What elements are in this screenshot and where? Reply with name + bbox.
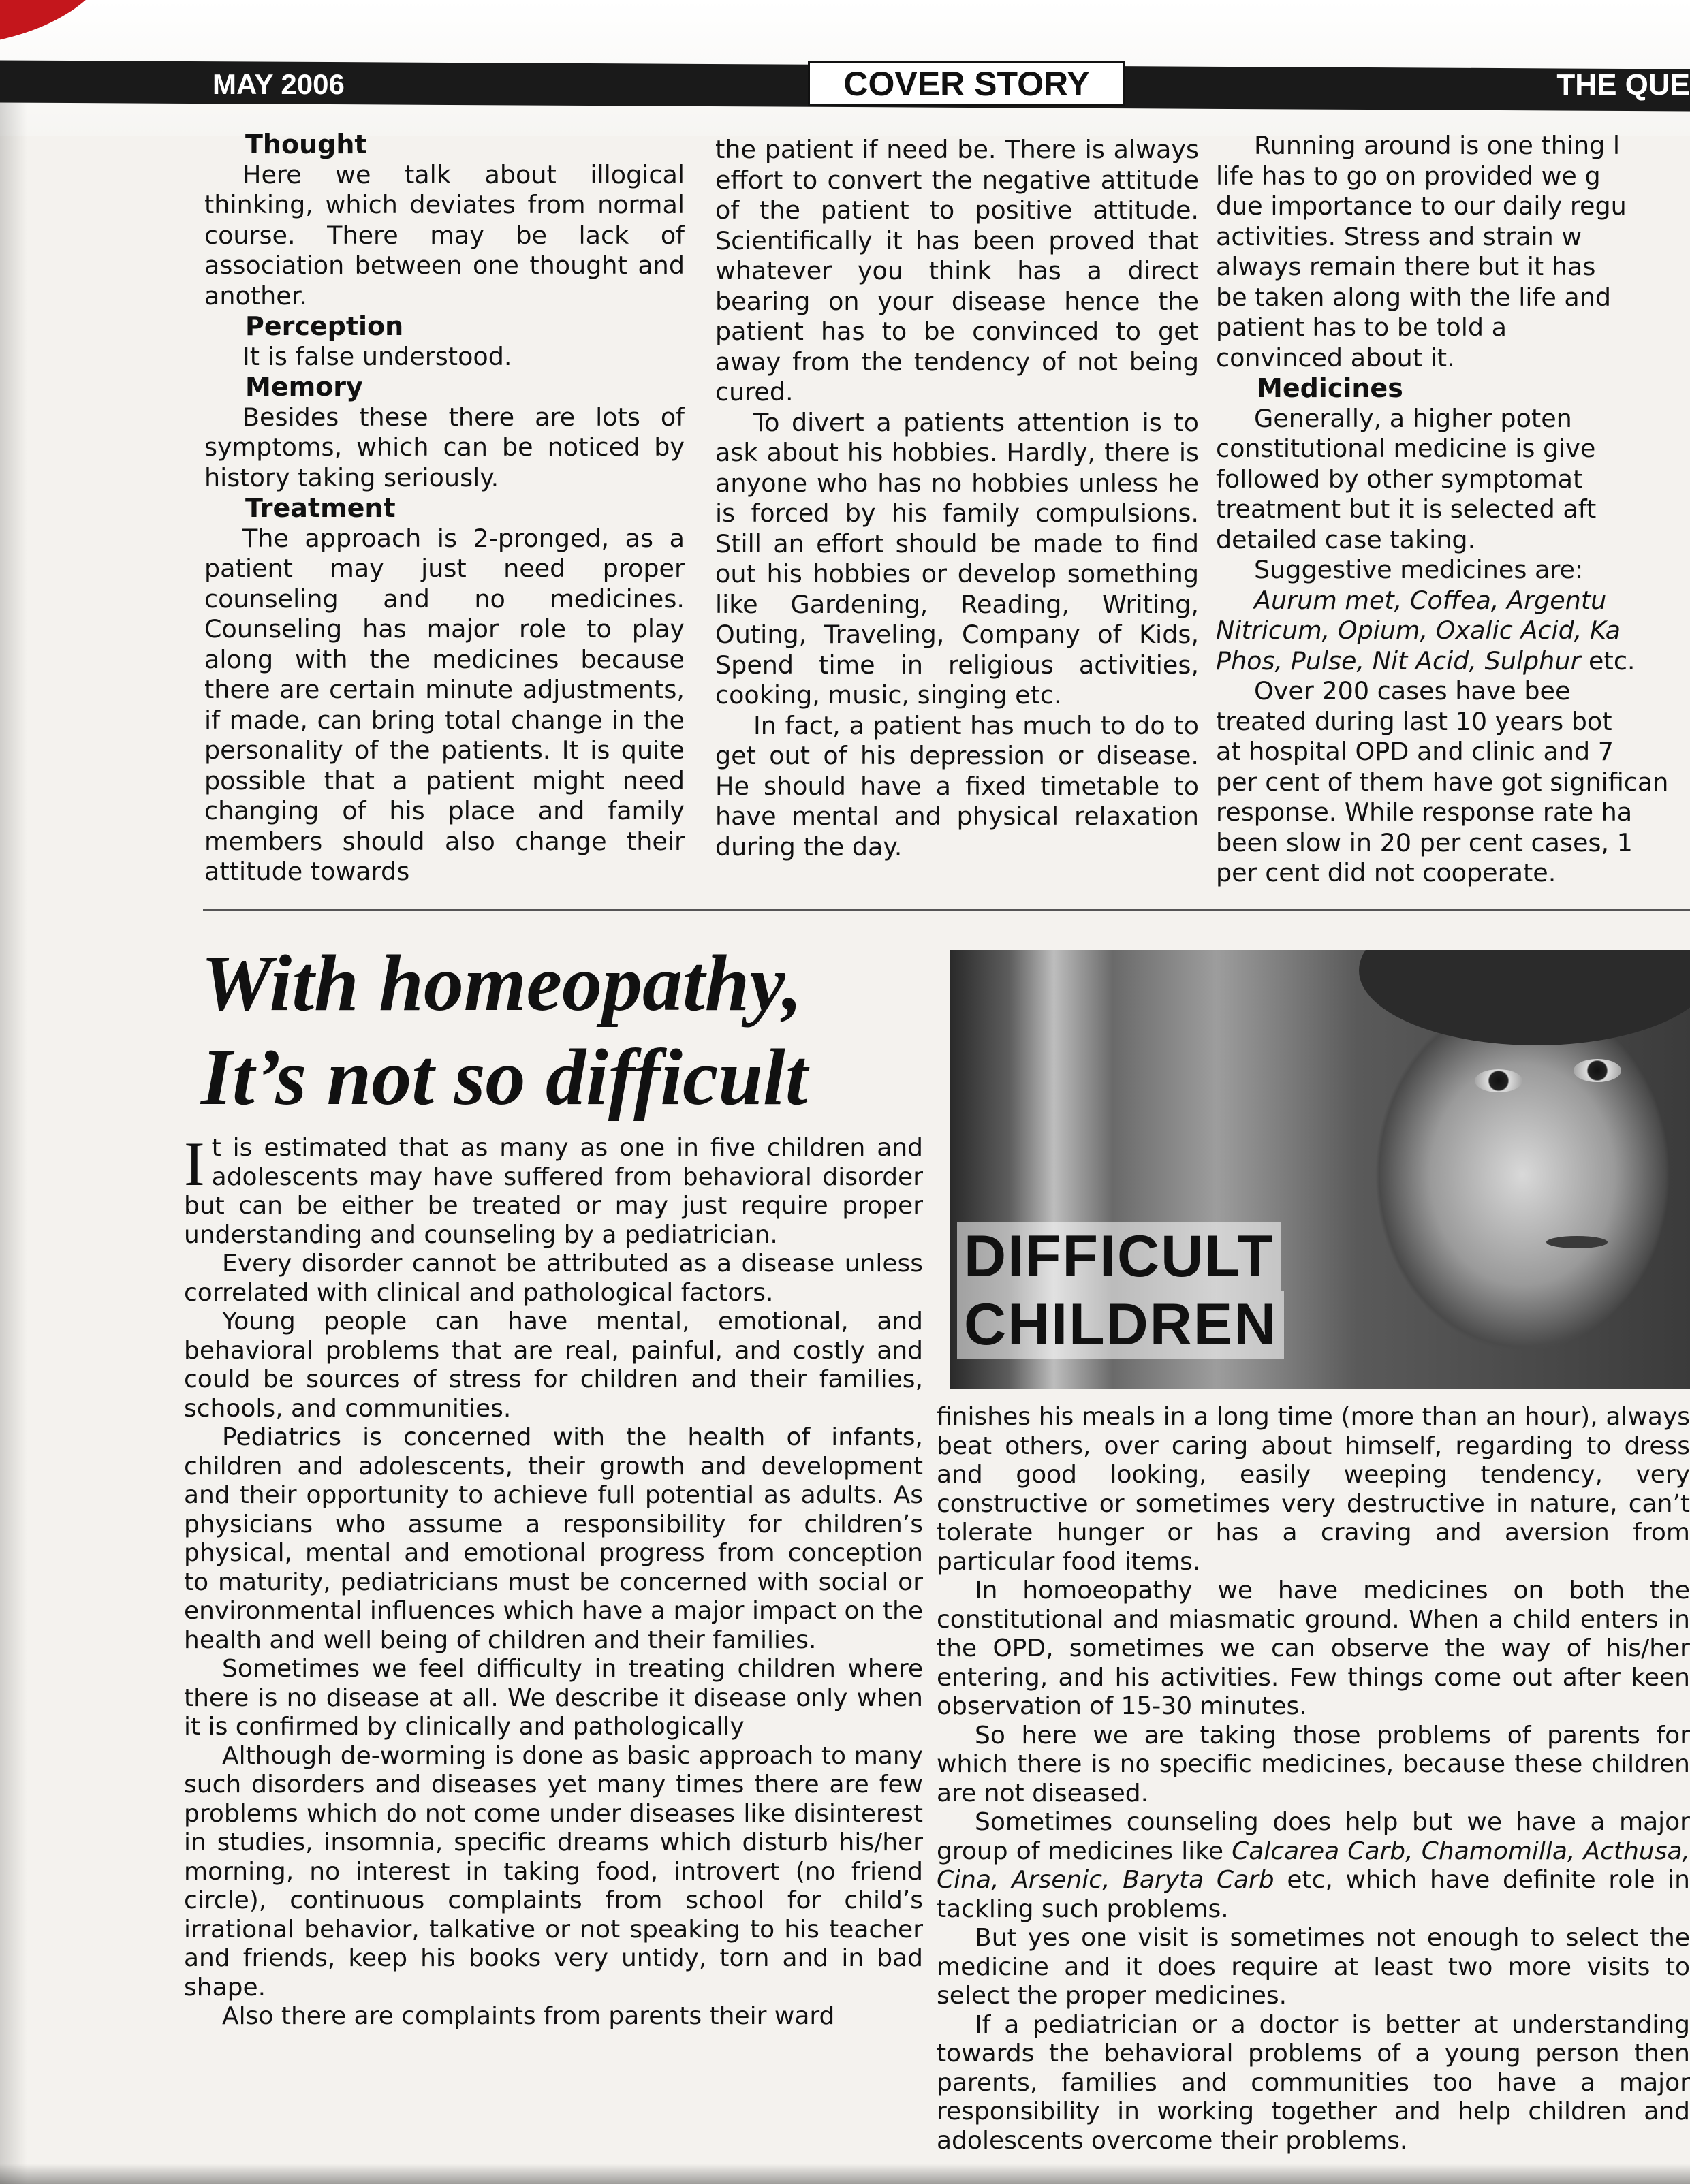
text-line <box>1216 646 1690 677</box>
text-line: response. While response rate ha <box>1216 797 1633 827</box>
paragraph: the patient if need be. There is always effort to convert the negative attitude of the patient to positive attitude. Scientifically it has been proved that whatever you think has a direct bearing on your disease hence the patient has to be convinced to get away from the tendency of not being cured. <box>715 135 1199 407</box>
text-span: etc, which have definite role in tackling such problems. <box>937 1866 1690 1923</box>
medicine-list: Phos, Pulse, Nit Acid, Sulphur <box>1216 646 1581 676</box>
paragraph: Every disorder cannot be attributed as a disease unless correlated with clinical and pathological factors. <box>184 1250 923 1307</box>
section-divider <box>203 909 1690 911</box>
text-line: Over 200 cases have bee <box>1254 676 1571 706</box>
paragraph: Although de-worming is done as basic approach to many such disorders and diseases yet many times there are few problems which do not come under diseases like disinterest in studies, insomnia, specific dreams which disturb his/her morning, no interest in taking food, introvert (no friend circle), continuous complaints from school for child’s irrational behavior, talkative or not speaking to his teacher and friends, keep his books very untidy, torn and in bad shape. <box>184 1741 923 2001</box>
paragraph: To divert a patients attention is to ask about his hobbies. Hardly, there is anyone who has no hobbies unless he is forced by his family compulsions. Still an effort should be made to find out his hobbies or develop something like Gardening, Reading, Writing, Outing, Traveling, Company of Kids, Spend time in religious activities, cooking, music, singing etc. <box>715 407 1199 710</box>
paragraph: So here we are taking those problems of parents for which there is no specific medicines, because these children are not diseased. <box>937 1721 1690 1807</box>
paragraph: But yes one visit is sometimes not enough to select the medicine and it does require at least two more visits to select the proper medicines. <box>937 1924 1690 2010</box>
headline-line-1: With homeopathy, <box>201 938 802 1028</box>
top-column-1 <box>204 129 685 899</box>
paragraph: finishes his meals in a long time (more than an hour), always beat others, over caring about himself, regarding to dress and good looking, easily weeping tendency, very constructive or sometimes very destructive in nature, can’t tolerate hunger or has a craving and aversion from particular food items. <box>937 1403 1690 1576</box>
article-headline <box>201 936 950 1124</box>
text-line: per cent of them have got significan <box>1216 767 1669 797</box>
text-line: detailed case taking. <box>1216 524 1476 554</box>
subheading-memory: Memory <box>245 372 363 402</box>
text-line: constitutional medicine is give <box>1216 434 1596 463</box>
issue-date: MAY 2006 <box>213 68 345 100</box>
subheading-medicines: Medicines <box>1257 373 1403 403</box>
eye-shape <box>1574 1059 1621 1082</box>
caption-line-1: DIFFICULT <box>957 1222 1281 1291</box>
paragraph <box>937 1808 1690 1924</box>
text-line: Suggestive medicines are: <box>1254 555 1584 584</box>
text-line: at hospital OPD and clinic and 7 <box>1216 737 1614 766</box>
article-column-1 <box>184 1134 923 2176</box>
publication-name: THE QUE <box>1556 68 1690 101</box>
paragraph: If a pediatrician or a doctor is better at understanding towards the behavioral problems of a young person then parents, families and communities too have a major responsibility in working together and help children and adolescents overcome their problems. <box>937 2010 1690 2155</box>
page-shadow-bottom <box>0 2164 1690 2184</box>
section-label: COVER STORY <box>808 61 1125 106</box>
text-line: been slow in 20 per cent cases, 1 <box>1216 827 1633 857</box>
headline-line-2: It’s not so difficult <box>201 1032 808 1122</box>
mouth-shape <box>1546 1236 1608 1248</box>
text-line: due importance to our daily regu <box>1216 191 1627 221</box>
article-column-2 <box>937 1403 1690 2179</box>
text-line: Nitricum, Opium, Oxalic Acid, Ka <box>1216 616 1621 645</box>
text-line: Running around is one thing l <box>1254 131 1621 160</box>
photo-caption <box>957 1222 1284 1359</box>
paragraph: Also there are complaints from parents their ward <box>222 2002 835 2030</box>
paragraph: Besides these there are lots of symptoms, which can be noticed by history taking seriously. <box>204 402 685 492</box>
subheading-perception: Perception <box>245 311 404 341</box>
text-line: activities. Stress and strain w <box>1216 221 1582 251</box>
hair-shape <box>1359 950 1690 1045</box>
text-line: be taken along with the life and <box>1216 282 1612 312</box>
paragraph: It is false understood. <box>242 341 512 371</box>
lead-paragraph <box>184 1134 923 1250</box>
text-line: Generally, a higher poten <box>1254 403 1572 433</box>
text-line: followed by other symptomat <box>1216 464 1583 494</box>
paragraph: Young people can have mental, emotional, and behavioral problems that are real, painful, and costly and could be sources of stress for children and their families, schools, and communities. <box>184 1308 923 1423</box>
paragraph: In fact, a patient has much to do to get out of his depression or disease. He should have a fixed timetable to have mental and physical relaxation during the day. <box>715 710 1199 861</box>
text-line: convinced about it. <box>1216 343 1455 373</box>
top-column-3 <box>1216 131 1690 900</box>
paragraph: Sometimes we feel difficulty in treating children where there is no disease at all. We describe it disease only when it is confirmed by clinically and pathologically <box>184 1655 923 1741</box>
text-line: per cent did not cooperate. <box>1216 858 1556 887</box>
eye-shape <box>1475 1069 1522 1092</box>
text-span: Sometimes counseling does help but we have a major group of medicines like <box>937 1808 1690 1865</box>
child-photo <box>950 950 1690 1389</box>
page-shadow-left <box>0 102 27 2184</box>
text-line: life has to go on provided we g <box>1216 161 1601 191</box>
paragraph: The approach is 2-pronged, as a patient may just need proper counseling and no medicines. Counseling has major role to play along with the medicines because there are certain minute adjustments, if made, can bring total change in the personality of the patients. It is quite possible that a patient might need changing of his place and family members should also change their attitude towards <box>204 523 685 886</box>
text-line: always remain there but it has <box>1216 252 1596 281</box>
subheading-thought: Thought <box>245 129 367 159</box>
caption-line-2: CHILDREN <box>957 1291 1284 1359</box>
paragraph: Here we talk about illogical thinking, which deviates from normal course. There may be lack of association between one thought and another. <box>204 159 685 311</box>
medicine-list: Calcarea Carb, Chamomilla, Acthusa, Cina, Arsenic, Baryta Carb <box>937 1837 1690 1894</box>
text-span: etc. <box>1580 646 1636 676</box>
text-line: patient has to be told a <box>1216 313 1507 342</box>
top-column-2 <box>715 135 1199 904</box>
subheading-treatment: Treatment <box>245 493 396 523</box>
drop-cap: I <box>184 1134 205 1199</box>
paragraph: Pediatrics is concerned with the health of infants, children and adolescents, their growth and development and their opportunity to achieve full potential as adults. As physicians who assume a responsibility for children’s physical, mental and emotional progress from conception to maturity, pediatricians must be concerned with social or environmental influences which have a major impact on the health and well being of children and their families. <box>184 1423 923 1654</box>
text-line: treated during last 10 years bot <box>1216 706 1612 736</box>
paragraph: In homoeopathy we have medicines on both the constitutional and miasmatic ground. When a child enters in the OPD, sometimes we can observe the way of his/her entering, and his activities. Few things come out after keen observation of 15-30 minutes. <box>937 1577 1690 1720</box>
text-line: treatment but it is selected aft <box>1216 494 1597 524</box>
text-span: t is estimated that as many as one in five children and adolescents may have suffered from behavioral disorder but can be either be treated or may just require proper understanding and counseling by a pediatrician. <box>184 1134 923 1249</box>
text-line: Aurum met, Coffea, Argentu <box>1254 585 1607 615</box>
